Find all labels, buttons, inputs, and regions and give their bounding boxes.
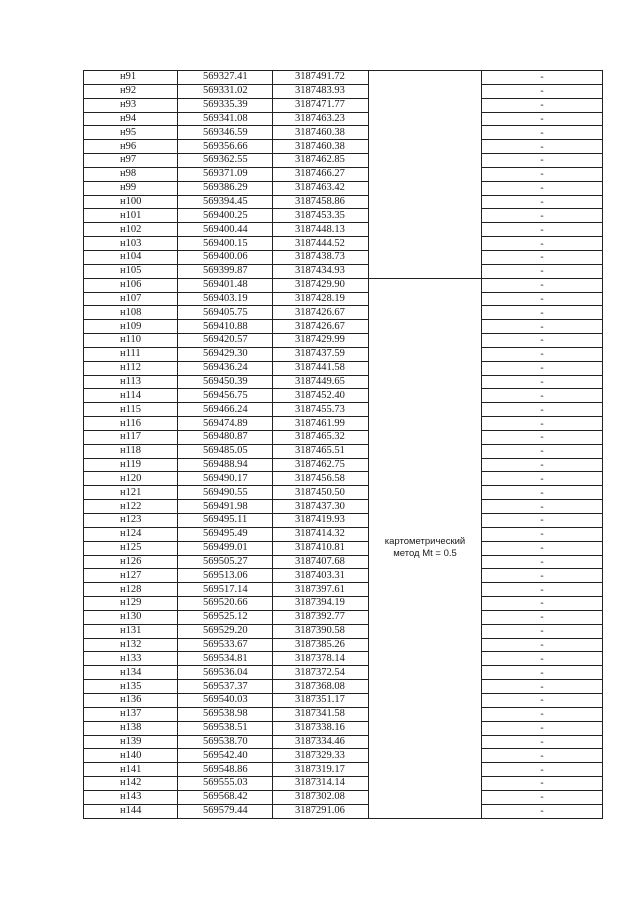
y-coordinate-cell: 3187378.14 [273,652,369,666]
y-coordinate-cell: 3187392.77 [273,610,369,624]
x-coordinate-cell: 569450.39 [178,375,273,389]
table-row [84,624,603,638]
dash-cell: - [482,541,603,555]
point-number-cell: н101 [84,209,178,223]
dash-cell: - [482,195,603,209]
point-number-cell: н119 [84,458,178,472]
y-coordinate-cell: 3187390.58 [273,624,369,638]
table-row [84,666,603,680]
y-coordinate-cell: 3187458.86 [273,195,369,209]
x-coordinate-cell: 569456.75 [178,389,273,403]
table-row [84,763,603,777]
dash-cell: - [482,790,603,804]
point-number-cell: н111 [84,347,178,361]
method-note-line-2: метод Mt = 0.5 [393,548,457,560]
dash-cell: - [482,527,603,541]
point-number-cell: н141 [84,763,178,777]
table-row [84,721,603,735]
y-coordinate-cell: 3187462.85 [273,154,369,168]
dash-cell: - [482,680,603,694]
point-number-cell: н106 [84,278,178,292]
x-coordinate-cell: 569495.11 [178,514,273,528]
y-coordinate-cell: 3187291.06 [273,804,369,818]
y-coordinate-cell: 3187463.23 [273,112,369,126]
point-number-cell: н105 [84,264,178,278]
table-row [84,154,603,168]
y-coordinate-cell: 3187314.14 [273,777,369,791]
point-number-cell: н131 [84,624,178,638]
table-row [84,209,603,223]
dash-cell: - [482,514,603,528]
table-row [84,71,603,85]
point-number-cell: н113 [84,375,178,389]
x-coordinate-cell: 569495.49 [178,527,273,541]
x-coordinate-cell: 569488.94 [178,458,273,472]
table-row [84,597,603,611]
dash-cell: - [482,749,603,763]
y-coordinate-cell: 3187410.81 [273,541,369,555]
table-row [84,804,603,818]
dash-cell: - [482,804,603,818]
table-row [84,223,603,237]
point-number-cell: н135 [84,680,178,694]
x-coordinate-cell: 569474.89 [178,417,273,431]
x-coordinate-cell: 569534.81 [178,652,273,666]
point-number-cell: н100 [84,195,178,209]
dash-cell: - [482,597,603,611]
table-row [84,195,603,209]
y-coordinate-cell: 3187351.17 [273,693,369,707]
x-coordinate-cell: 569341.08 [178,112,273,126]
x-coordinate-cell: 569436.24 [178,361,273,375]
x-coordinate-cell: 569537.37 [178,680,273,694]
x-coordinate-cell: 569400.25 [178,209,273,223]
point-number-cell: н108 [84,306,178,320]
y-coordinate-cell: 3187397.61 [273,583,369,597]
dash-cell: - [482,84,603,98]
y-coordinate-cell: 3187452.40 [273,389,369,403]
x-coordinate-cell: 569420.57 [178,334,273,348]
y-coordinate-cell: 3187461.99 [273,417,369,431]
table-row [84,638,603,652]
table-row [84,430,603,444]
table-row [84,680,603,694]
x-coordinate-cell: 569403.19 [178,292,273,306]
table-row [84,140,603,154]
dash-cell: - [482,763,603,777]
x-coordinate-cell: 569327.41 [178,71,273,85]
y-coordinate-cell: 3187437.30 [273,500,369,514]
x-coordinate-cell: 569331.02 [178,84,273,98]
table-row [84,375,603,389]
table-row [84,403,603,417]
y-coordinate-cell: 3187462.75 [273,458,369,472]
table-row [84,735,603,749]
table-row [84,181,603,195]
method-cell-upper [369,71,482,279]
dash-cell: - [482,610,603,624]
point-number-cell: н130 [84,610,178,624]
point-number-cell: н125 [84,541,178,555]
table-row [84,417,603,431]
dash-cell: - [482,721,603,735]
dash-cell: - [482,292,603,306]
x-coordinate-cell: 569356.66 [178,140,273,154]
y-coordinate-cell: 3187429.99 [273,334,369,348]
point-number-cell: н93 [84,98,178,112]
y-coordinate-cell: 3187455.73 [273,403,369,417]
dash-cell: - [482,500,603,514]
table-row [84,361,603,375]
dash-cell: - [482,98,603,112]
y-coordinate-cell: 3187341.58 [273,707,369,721]
table-row [84,320,603,334]
y-coordinate-cell: 3187438.73 [273,250,369,264]
y-coordinate-cell: 3187414.32 [273,527,369,541]
y-coordinate-cell: 3187441.58 [273,361,369,375]
table-row [84,500,603,514]
y-coordinate-cell: 3187465.51 [273,444,369,458]
x-coordinate-cell: 569400.15 [178,237,273,251]
coordinates-table [83,70,603,819]
y-coordinate-cell: 3187471.77 [273,98,369,112]
point-number-cell: н143 [84,790,178,804]
x-coordinate-cell: 569517.14 [178,583,273,597]
point-number-cell: н132 [84,638,178,652]
table-row [84,652,603,666]
x-coordinate-cell: 569480.87 [178,430,273,444]
point-number-cell: н140 [84,749,178,763]
point-number-cell: н110 [84,334,178,348]
table-row [84,472,603,486]
point-number-cell: н137 [84,707,178,721]
dash-cell: - [482,583,603,597]
dash-cell: - [482,430,603,444]
dash-cell: - [482,693,603,707]
x-coordinate-cell: 569399.87 [178,264,273,278]
y-coordinate-cell: 3187394.19 [273,597,369,611]
y-coordinate-cell: 3187463.42 [273,181,369,195]
point-number-cell: н115 [84,403,178,417]
x-coordinate-cell: 569386.29 [178,181,273,195]
table-row [84,306,603,320]
point-number-cell: н95 [84,126,178,140]
dash-cell: - [482,71,603,85]
x-coordinate-cell: 569538.98 [178,707,273,721]
x-coordinate-cell: 569490.55 [178,486,273,500]
point-number-cell: н117 [84,430,178,444]
table-row [84,707,603,721]
y-coordinate-cell: 3187483.93 [273,84,369,98]
table-row [84,167,603,181]
dash-cell: - [482,306,603,320]
point-number-cell: н103 [84,237,178,251]
y-coordinate-cell: 3187491.72 [273,71,369,85]
x-coordinate-cell: 569371.09 [178,167,273,181]
point-number-cell: н94 [84,112,178,126]
point-number-cell: н142 [84,777,178,791]
point-number-cell: н112 [84,361,178,375]
dash-cell: - [482,112,603,126]
x-coordinate-cell: 569490.17 [178,472,273,486]
table-row [84,98,603,112]
table-row [84,237,603,251]
y-coordinate-cell: 3187403.31 [273,569,369,583]
x-coordinate-cell: 569410.88 [178,320,273,334]
table-row [84,84,603,98]
dash-cell: - [482,250,603,264]
x-coordinate-cell: 569513.06 [178,569,273,583]
table-row [84,250,603,264]
x-coordinate-cell: 569346.59 [178,126,273,140]
point-number-cell: н127 [84,569,178,583]
dash-cell: - [482,278,603,292]
table-row [84,583,603,597]
table-row [84,292,603,306]
method-note-line-1: картометрический [384,536,466,548]
dash-cell: - [482,403,603,417]
point-number-cell: н118 [84,444,178,458]
coordinates-table-body [84,71,603,819]
dash-cell: - [482,735,603,749]
x-coordinate-cell: 569405.75 [178,306,273,320]
table-row [84,527,603,541]
x-coordinate-cell: 569525.12 [178,610,273,624]
y-coordinate-cell: 3187419.93 [273,514,369,528]
x-coordinate-cell: 569499.01 [178,541,273,555]
y-coordinate-cell: 3187338.16 [273,721,369,735]
point-number-cell: н91 [84,71,178,85]
y-coordinate-cell: 3187429.90 [273,278,369,292]
table-row [84,278,603,292]
y-coordinate-cell: 3187450.50 [273,486,369,500]
dash-cell: - [482,167,603,181]
y-coordinate-cell: 3187453.35 [273,209,369,223]
dash-cell: - [482,140,603,154]
x-coordinate-cell: 569362.55 [178,154,273,168]
point-number-cell: н128 [84,583,178,597]
table-row [84,264,603,278]
x-coordinate-cell: 569533.67 [178,638,273,652]
y-coordinate-cell: 3187334.46 [273,735,369,749]
y-coordinate-cell: 3187460.38 [273,126,369,140]
table-row [84,693,603,707]
point-number-cell: н92 [84,84,178,98]
dash-cell: - [482,126,603,140]
table-row [84,777,603,791]
dash-cell: - [482,237,603,251]
x-coordinate-cell: 569335.39 [178,98,273,112]
dash-cell: - [482,624,603,638]
y-coordinate-cell: 3187426.67 [273,320,369,334]
y-coordinate-cell: 3187444.52 [273,237,369,251]
point-number-cell: н126 [84,555,178,569]
y-coordinate-cell: 3187368.08 [273,680,369,694]
x-coordinate-cell: 569568.42 [178,790,273,804]
dash-cell: - [482,666,603,680]
point-number-cell: н133 [84,652,178,666]
dash-cell: - [482,486,603,500]
y-coordinate-cell: 3187465.32 [273,430,369,444]
x-coordinate-cell: 569540.03 [178,693,273,707]
table-row [84,334,603,348]
table-row [84,514,603,528]
table-row [84,126,603,140]
y-coordinate-cell: 3187372.54 [273,666,369,680]
dash-cell: - [482,154,603,168]
y-coordinate-cell: 3187407.68 [273,555,369,569]
dash-cell: - [482,638,603,652]
y-coordinate-cell: 3187456.58 [273,472,369,486]
dash-cell: - [482,320,603,334]
x-coordinate-cell: 569466.24 [178,403,273,417]
dash-cell: - [482,555,603,569]
table-row [84,610,603,624]
dash-cell: - [482,458,603,472]
dash-cell: - [482,444,603,458]
y-coordinate-cell: 3187302.08 [273,790,369,804]
x-coordinate-cell: 569400.06 [178,250,273,264]
y-coordinate-cell: 3187428.19 [273,292,369,306]
x-coordinate-cell: 569485.05 [178,444,273,458]
point-number-cell: н99 [84,181,178,195]
point-number-cell: н107 [84,292,178,306]
y-coordinate-cell: 3187460.38 [273,140,369,154]
table-row [84,444,603,458]
dash-cell: - [482,181,603,195]
x-coordinate-cell: 569505.27 [178,555,273,569]
point-number-cell: н104 [84,250,178,264]
dash-cell: - [482,209,603,223]
x-coordinate-cell: 569538.70 [178,735,273,749]
y-coordinate-cell: 3187319.17 [273,763,369,777]
dash-cell: - [482,361,603,375]
dash-cell: - [482,707,603,721]
dash-cell: - [482,472,603,486]
y-coordinate-cell: 3187385.26 [273,638,369,652]
table-row [84,347,603,361]
dash-cell: - [482,777,603,791]
y-coordinate-cell: 3187329.33 [273,749,369,763]
dash-cell: - [482,417,603,431]
point-number-cell: н139 [84,735,178,749]
table-row [84,569,603,583]
method-note-cell [369,278,482,818]
x-coordinate-cell: 569400.44 [178,223,273,237]
point-number-cell: н96 [84,140,178,154]
dash-cell: - [482,569,603,583]
point-number-cell: н138 [84,721,178,735]
x-coordinate-cell: 569429.30 [178,347,273,361]
dash-cell: - [482,334,603,348]
point-number-cell: н120 [84,472,178,486]
point-number-cell: н102 [84,223,178,237]
point-number-cell: н136 [84,693,178,707]
dash-cell: - [482,652,603,666]
point-number-cell: н123 [84,514,178,528]
table-row [84,541,603,555]
dash-cell: - [482,389,603,403]
x-coordinate-cell: 569548.86 [178,763,273,777]
x-coordinate-cell: 569401.48 [178,278,273,292]
x-coordinate-cell: 569579.44 [178,804,273,818]
table-row [84,389,603,403]
dash-cell: - [482,223,603,237]
point-number-cell: н98 [84,167,178,181]
x-coordinate-cell: 569491.98 [178,500,273,514]
x-coordinate-cell: 569520.66 [178,597,273,611]
table-row [84,555,603,569]
point-number-cell: н122 [84,500,178,514]
point-number-cell: н144 [84,804,178,818]
x-coordinate-cell: 569542.40 [178,749,273,763]
x-coordinate-cell: 569538.51 [178,721,273,735]
table-row [84,112,603,126]
y-coordinate-cell: 3187437.59 [273,347,369,361]
point-number-cell: н129 [84,597,178,611]
point-number-cell: н114 [84,389,178,403]
y-coordinate-cell: 3187434.93 [273,264,369,278]
point-number-cell: н116 [84,417,178,431]
x-coordinate-cell: 569394.45 [178,195,273,209]
point-number-cell: н134 [84,666,178,680]
y-coordinate-cell: 3187466.27 [273,167,369,181]
point-number-cell: н124 [84,527,178,541]
y-coordinate-cell: 3187448.13 [273,223,369,237]
point-number-cell: н109 [84,320,178,334]
dash-cell: - [482,347,603,361]
x-coordinate-cell: 569529.20 [178,624,273,638]
y-coordinate-cell: 3187426.67 [273,306,369,320]
x-coordinate-cell: 569555.03 [178,777,273,791]
point-number-cell: н121 [84,486,178,500]
table-row [84,458,603,472]
x-coordinate-cell: 569536.04 [178,666,273,680]
point-number-cell: н97 [84,154,178,168]
table-row [84,486,603,500]
y-coordinate-cell: 3187449.65 [273,375,369,389]
table-row [84,790,603,804]
dash-cell: - [482,375,603,389]
dash-cell: - [482,264,603,278]
table-row [84,749,603,763]
